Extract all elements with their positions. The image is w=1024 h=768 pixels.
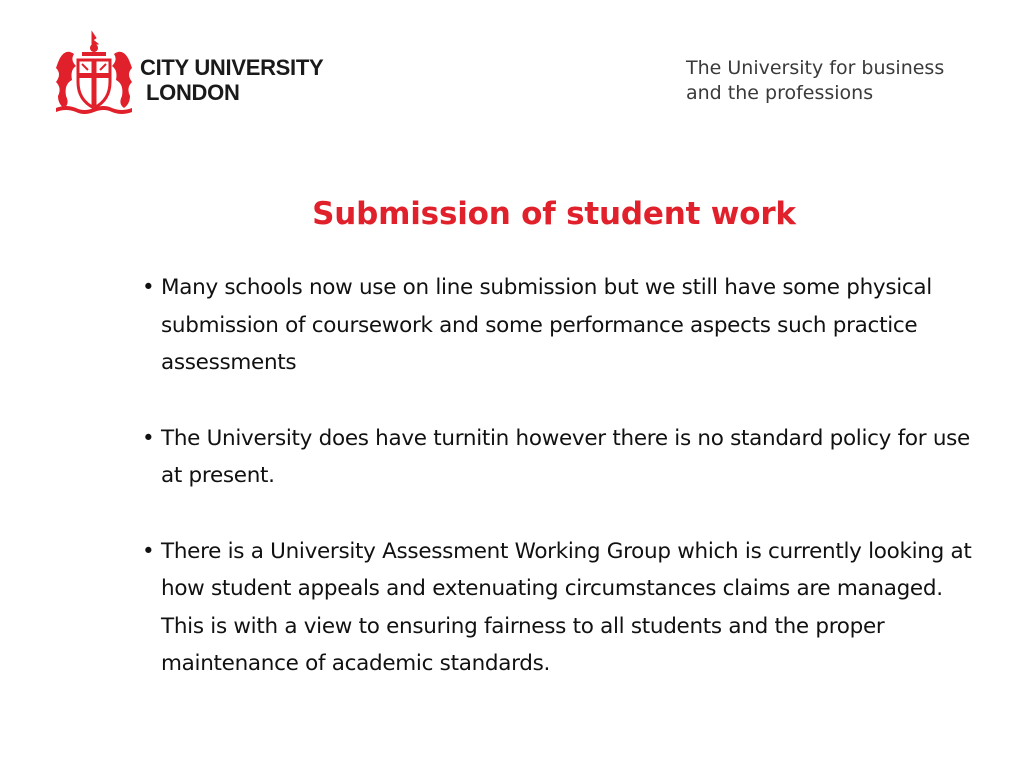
bullet-item <box>142 269 984 382</box>
bullet-text: Many schools now use on line submission but we still have some physical submission of coursework and some performance aspects such practice assessments <box>161 275 932 375</box>
bullet-text: There is a University Assessment Working Group which is currently looking at how student appeals and extenuating circumstances claims are managed. This is with a view to ensuring fairness to all students and the proper maintenance of academic standards. <box>161 538 972 676</box>
logo-line-2: LONDON <box>146 80 240 105</box>
tagline-line-1: The University for business <box>686 57 945 79</box>
bullet-item <box>142 533 984 683</box>
bullet-marker: • <box>142 275 155 300</box>
bullet-marker: • <box>142 425 155 451</box>
bullet-item <box>142 420 984 495</box>
university-crest-icon <box>52 28 136 116</box>
bullet-marker: • <box>142 538 155 564</box>
university-logo <box>52 28 362 116</box>
logo-line-1: CITY UNIVERSITY <box>140 55 324 80</box>
university-tagline <box>686 56 944 106</box>
bullet-text: The University does have turnitin however there is no standard policy for use at present. <box>161 425 970 488</box>
slide-title: Submission of student work <box>312 196 796 232</box>
tagline-line-2: and the professions <box>686 82 874 104</box>
bullet-list <box>142 269 984 721</box>
university-name <box>140 55 323 105</box>
